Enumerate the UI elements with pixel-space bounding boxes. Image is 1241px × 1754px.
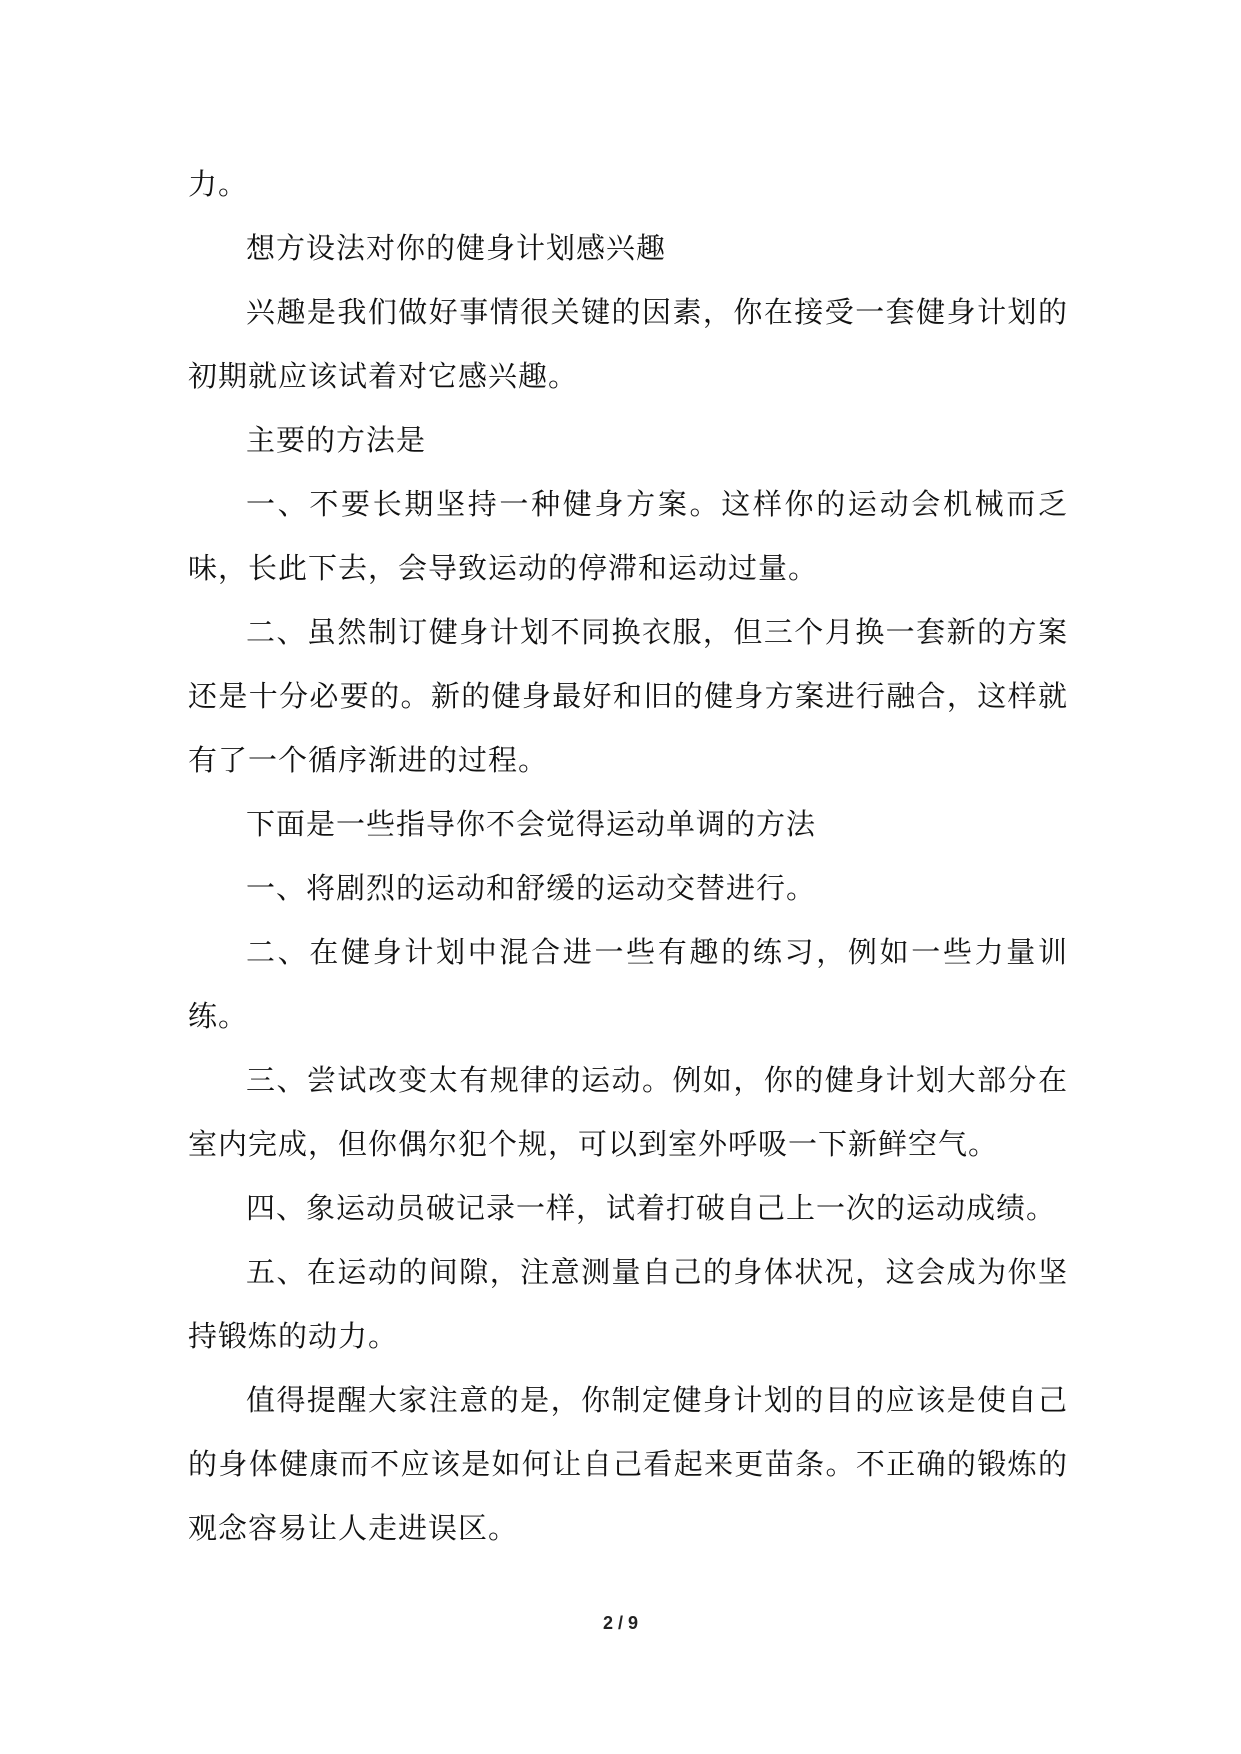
document-body	[188, 152, 1068, 1560]
paragraph: 力。	[188, 167, 249, 201]
paragraph: 三、尝试改变太有规律的运动。例如，你的健身计划大部分在室内完成，但你偶尔犯个规，可以到室外呼吸一下新鲜空气。	[188, 1063, 1068, 1161]
paragraph-heading: 想方设法对你的健身计划感兴趣	[246, 231, 667, 265]
paragraph: 二、在健身计划中混合进一些有趣的练习，例如一些力量训练。	[188, 935, 1068, 1033]
paragraph: 五、在运动的间隙，注意测量自己的身体状况，这会成为你坚持锻炼的动力。	[188, 1255, 1068, 1353]
paragraph: 主要的方法是	[246, 423, 427, 457]
paragraph: 二、虽然制订健身计划不同换衣服，但三个月换一套新的方案还是十分必要的。新的健身最好和旧的健身方案进行融合，这样就有了一个循序渐进的过程。	[188, 615, 1068, 777]
paragraph: 下面是一些指导你不会觉得运动单调的方法	[246, 807, 817, 841]
paragraph: 一、将剧烈的运动和舒缓的运动交替进行。	[246, 871, 817, 905]
paragraph: 一、不要长期坚持一种健身方案。这样你的运动会机械而乏味，长此下去，会导致运动的停滞和运动过量。	[188, 487, 1068, 585]
paragraph: 四、象运动员破记录一样，试着打破自己上一次的运动成绩。	[246, 1191, 1057, 1225]
paragraph: 值得提醒大家注意的是，你制定健身计划的目的应该是使自己的身体健康而不应该是如何让自己看起来更苗条。不正确的锻炼的观念容易让人走进误区。	[188, 1383, 1068, 1545]
paragraph: 兴趣是我们做好事情很关键的因素，你在接受一套健身计划的初期就应该试着对它感兴趣。	[188, 295, 1068, 393]
page-number: 2 / 9	[602, 1613, 639, 1633]
